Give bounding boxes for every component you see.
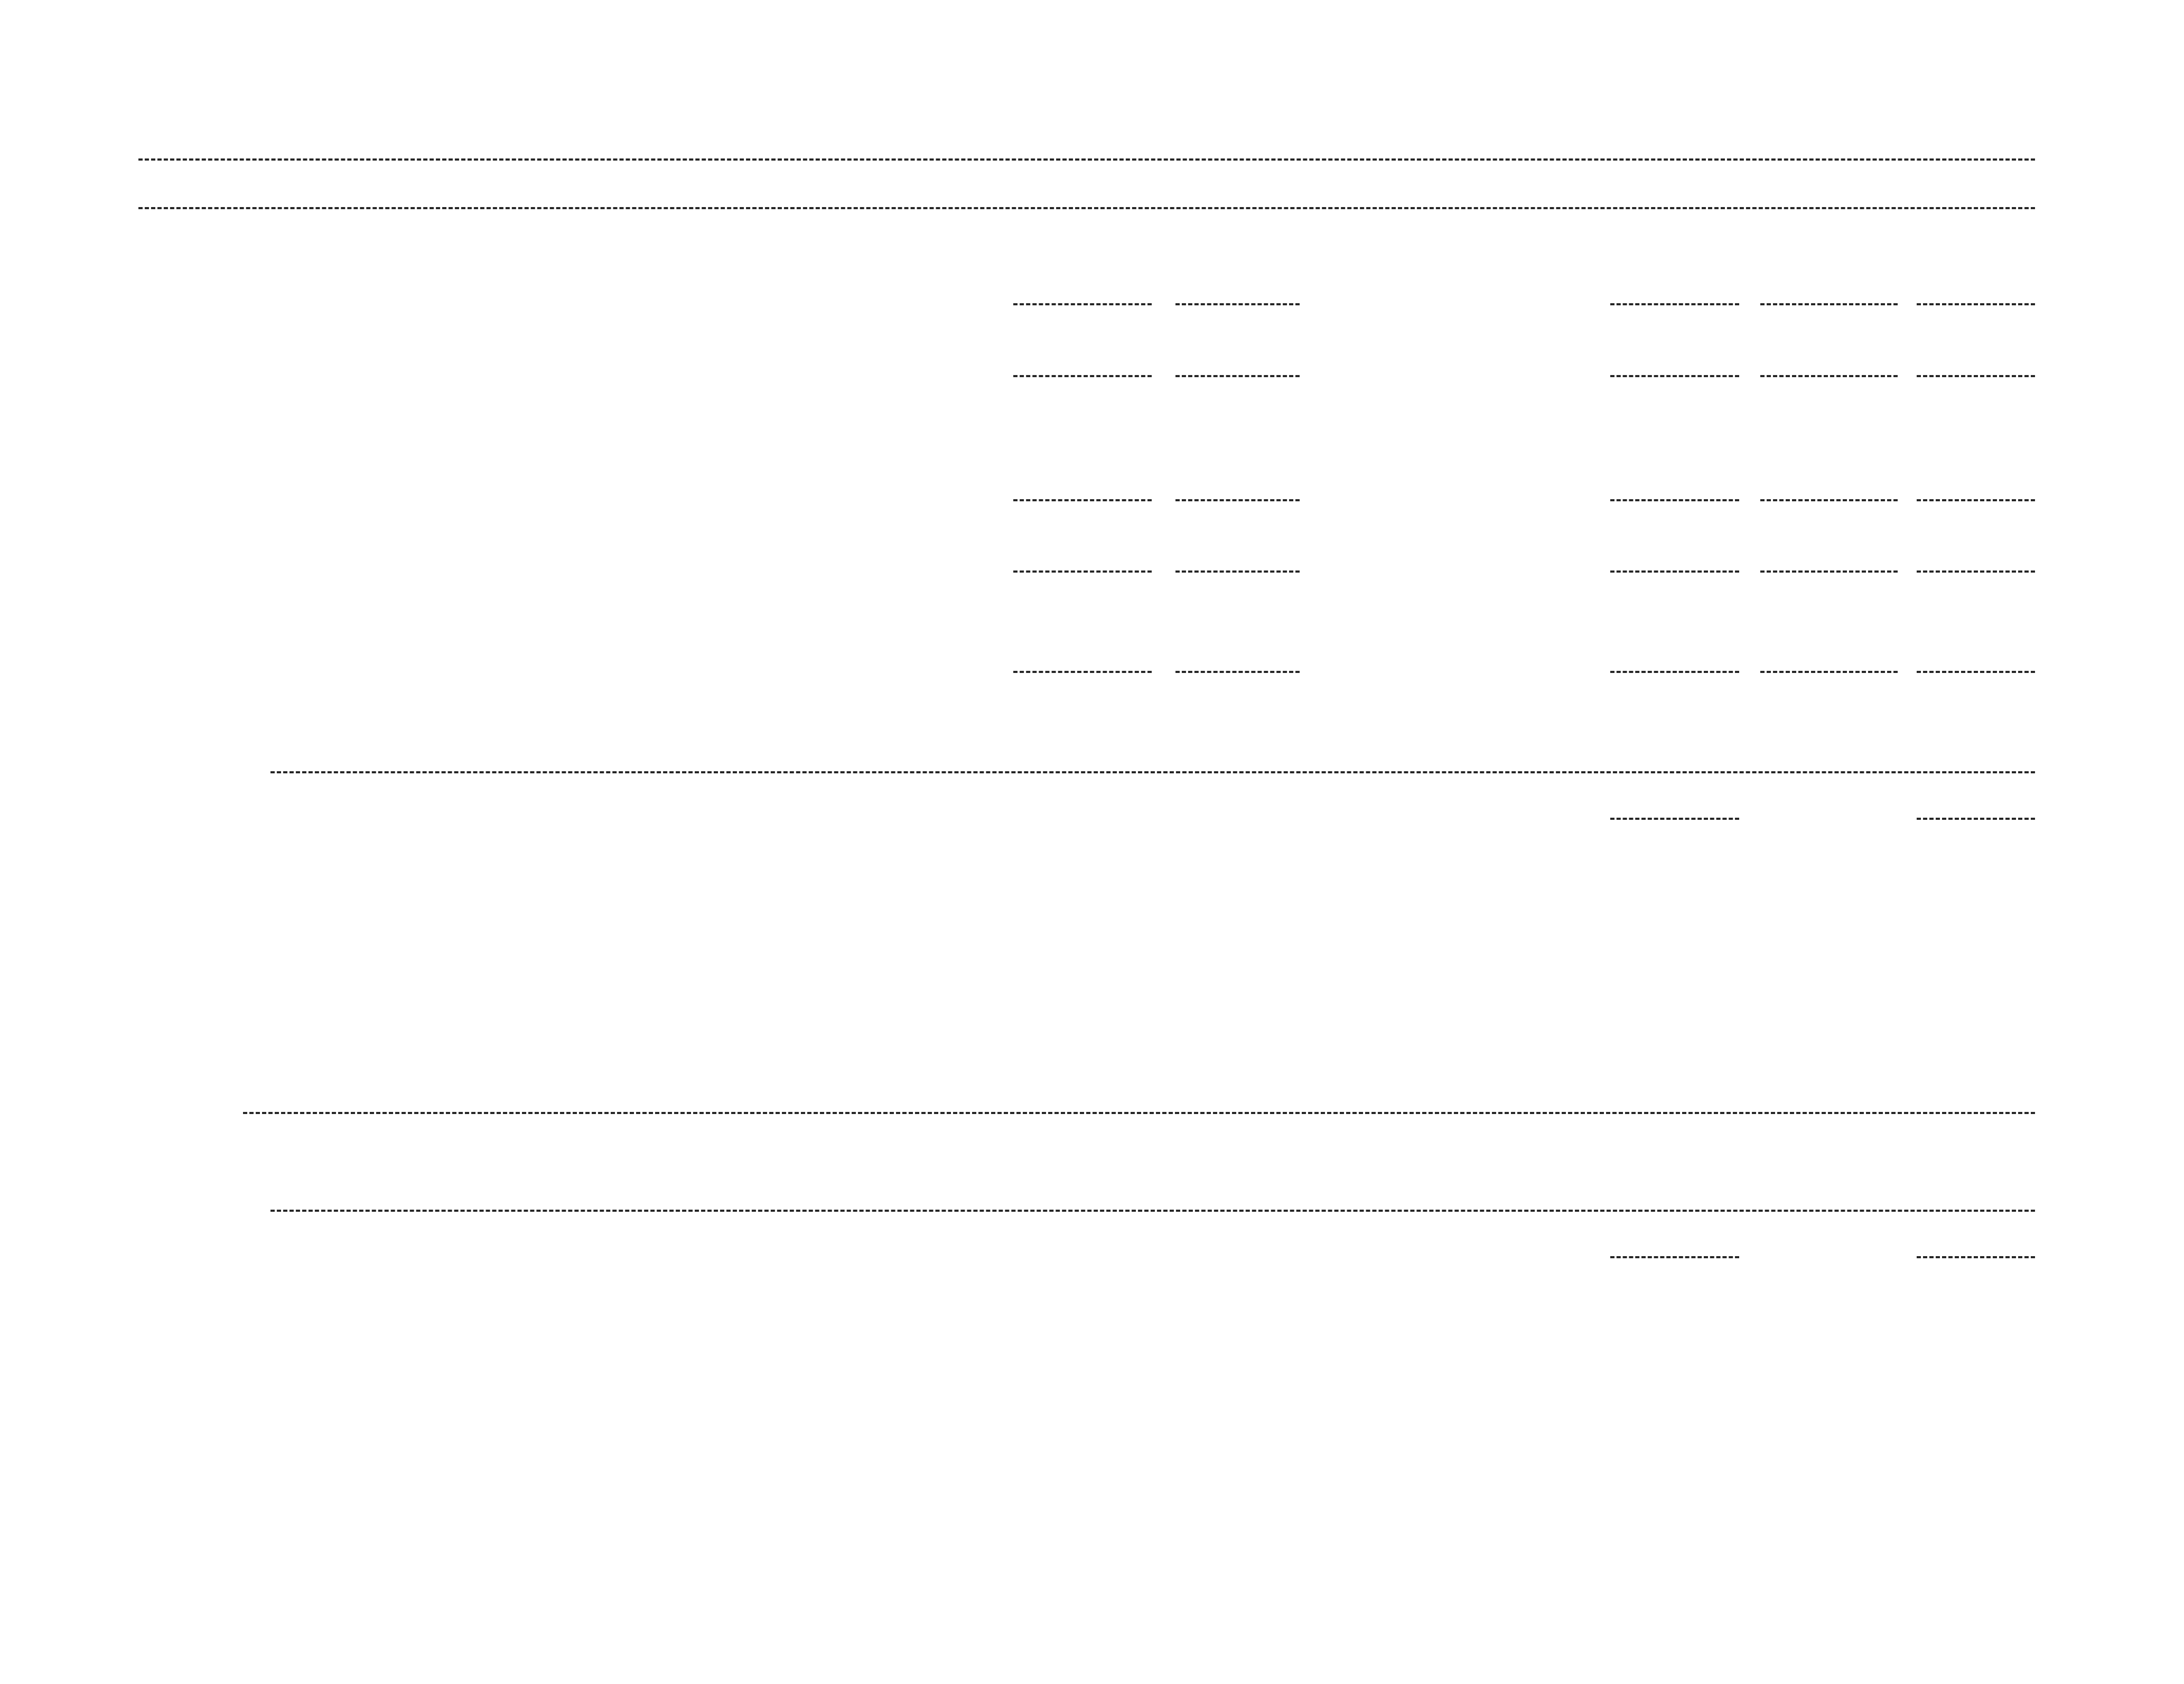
c9-dashed-separator — [1610, 1256, 1739, 1258]
c9-dashed-separator — [1610, 499, 1739, 501]
c11-dashed-separator — [1917, 1256, 2035, 1258]
c6-dashed-separator — [1175, 375, 1300, 377]
c11-dashed-separator — [1917, 671, 2035, 673]
c11-dashed-separator — [1917, 570, 2035, 573]
section-summary-rule — [243, 1112, 2035, 1114]
c5-dashed-separator — [1013, 303, 1152, 305]
c11-dashed-separator — [1917, 375, 2035, 377]
section-total-top-rule — [270, 771, 2035, 773]
c11-dashed-separator — [1917, 499, 2035, 501]
c5-dashed-separator — [1013, 499, 1152, 501]
c6-dashed-separator — [1175, 499, 1300, 501]
c10-dashed-separator — [1760, 375, 1898, 377]
c11-dashed-separator — [1917, 303, 2035, 305]
c10-dashed-separator — [1760, 570, 1898, 573]
c11-dashed-separator — [1917, 818, 2035, 820]
c6-dashed-separator — [1175, 303, 1300, 305]
c9-dashed-separator — [1610, 375, 1739, 377]
c10-dashed-separator — [1760, 671, 1898, 673]
table-top-rule — [138, 158, 2035, 161]
c9-dashed-separator — [1610, 818, 1739, 820]
c10-dashed-separator — [1760, 303, 1898, 305]
table-header-rule — [138, 207, 2035, 209]
c9-dashed-separator — [1610, 570, 1739, 573]
c10-dashed-separator — [1760, 499, 1898, 501]
estimate-total-rule — [270, 1210, 2035, 1212]
c5-dashed-separator — [1013, 375, 1152, 377]
c9-dashed-separator — [1610, 671, 1739, 673]
c5-dashed-separator — [1013, 671, 1152, 673]
c6-dashed-separator — [1175, 671, 1300, 673]
c9-dashed-separator — [1610, 303, 1739, 305]
c5-dashed-separator — [1013, 570, 1152, 573]
c6-dashed-separator — [1175, 570, 1300, 573]
